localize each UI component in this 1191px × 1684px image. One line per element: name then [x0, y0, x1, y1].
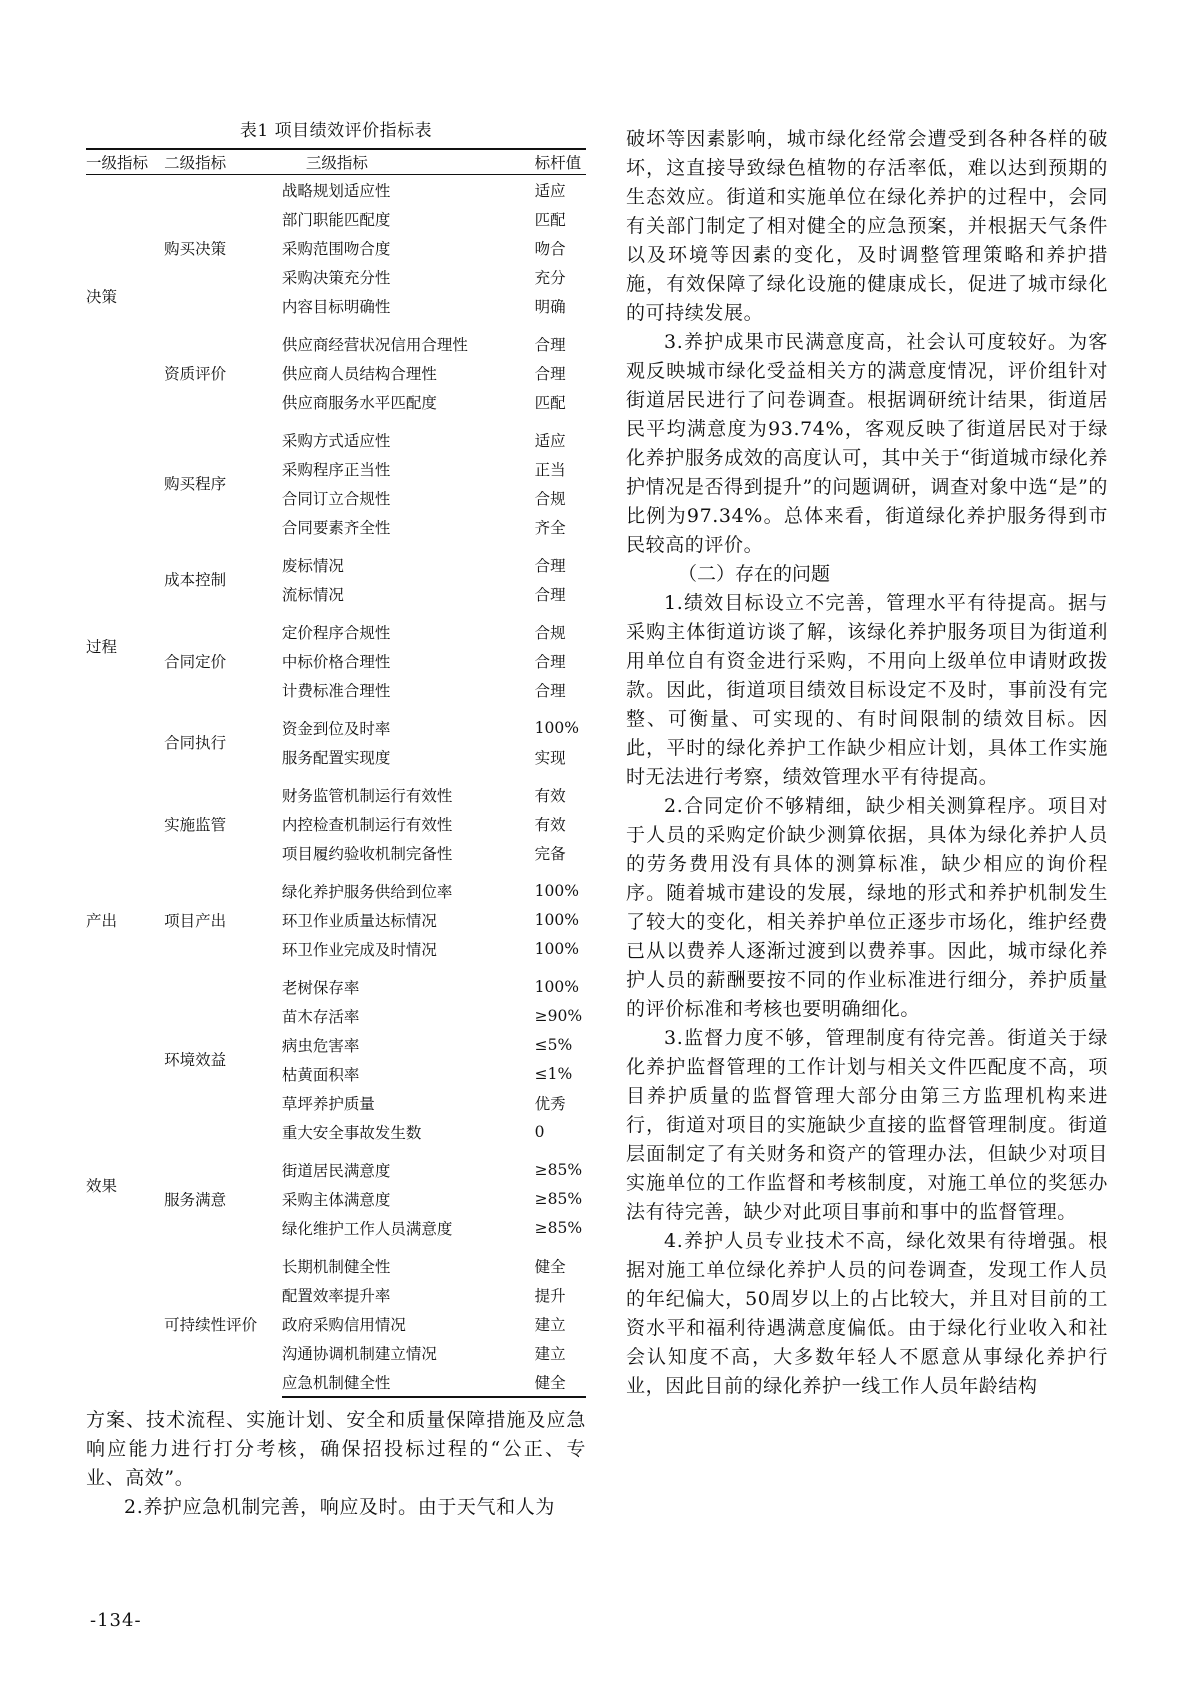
level3-indicator: 苗木存活率 [281, 1007, 360, 1026]
table-header-row [86, 149, 586, 175]
level1-indicator: 产出 [86, 911, 118, 930]
table-body [86, 175, 586, 1398]
level3-indicator: 废标情况 [281, 556, 344, 575]
level3-indicator: 供应商人员结构合理性 [281, 364, 437, 383]
level1-indicator: 效果 [86, 1176, 118, 1195]
benchmark-value: 适应 [534, 181, 566, 200]
level3-indicator: 环卫作业质量达标情况 [281, 911, 437, 930]
level3-indicator: 枯黄面积率 [281, 1065, 360, 1084]
benchmark-value: 100% [534, 910, 579, 929]
level3-indicator: 合同订立合规性 [281, 489, 391, 508]
level3-indicator: 供应商服务水平匹配度 [281, 393, 437, 412]
benchmark-value: 100% [534, 881, 579, 900]
level3-indicator: 项目履约验收机制完备性 [281, 844, 453, 863]
level3-indicator: 战略规划适应性 [281, 181, 391, 200]
benchmark-value: 建立 [534, 1315, 566, 1334]
left-body-text [86, 1406, 586, 1522]
level3-indicator: 环卫作业完成及时情况 [281, 940, 437, 959]
benchmark-value: 完备 [534, 844, 566, 863]
benchmark-value: ≥85% [534, 1189, 583, 1208]
benchmark-value: 合理 [534, 364, 566, 383]
level2-indicator: 成本控制 [164, 571, 227, 589]
benchmark-value: ≥90% [534, 1006, 583, 1025]
level3-indicator: 重大安全事故发生数 [281, 1123, 422, 1142]
level3-indicator: 中标价格合理性 [281, 652, 391, 671]
benchmark-value: 实现 [534, 748, 566, 767]
table-row [86, 416, 586, 454]
paragraph: 3.养护成果市民满意度高，社会认可度较好。为客观反映城市绿化受益相关方的满意度情况，评价组针对街道居民进行了问卷调查。根据调研统计结果，街道居民平均满意度为93.74%，客观反映了街道居民对于绿化养护服务成效的高度认可，其中关于“街道城市绿化养护情况是否得到提升”的问题调研，调查对象中选“是”的比例为97.34%。总体来看，街道绿化养护服务得到市民较高的评价。 [626, 331, 1108, 556]
page-number: -134- [90, 1610, 142, 1631]
benchmark-value: 100% [534, 939, 579, 958]
benchmark-value: 正当 [534, 460, 566, 479]
benchmark-value: 齐全 [534, 518, 566, 537]
benchmark-value: 充分 [534, 268, 566, 287]
level3-indicator: 内控检查机制运行有效性 [281, 815, 453, 834]
level3-indicator: 采购决策充分性 [281, 268, 391, 287]
level3-indicator: 配置效率提升率 [281, 1286, 391, 1305]
level3-indicator: 老树保存率 [281, 978, 360, 997]
benchmark-value: 优秀 [534, 1094, 566, 1113]
level3-indicator: 合同要素齐全性 [281, 518, 391, 537]
level3-indicator: 部门职能匹配度 [281, 210, 391, 229]
level1-indicator: 决策 [86, 287, 118, 306]
level3-indicator: 计费标准合理性 [281, 681, 391, 700]
level1-indicator: 过程 [86, 638, 118, 656]
level3-indicator: 采购范围吻合度 [281, 239, 391, 258]
header-level2: 二级指标 [164, 149, 282, 175]
level3-indicator: 内容目标明确性 [281, 297, 391, 316]
performance-indicator-table [86, 148, 586, 1398]
benchmark-value: 健全 [535, 1367, 586, 1397]
level3-indicator: 绿化维护工作人员满意度 [281, 1219, 453, 1238]
benchmark-value: 吻合 [534, 239, 566, 258]
right-column [626, 125, 1108, 1401]
benchmark-value: ≥85% [534, 1160, 583, 1179]
header-level1: 一级指标 [86, 149, 164, 175]
benchmark-value: 适应 [534, 431, 566, 450]
benchmark-value: 明确 [534, 297, 566, 316]
level3-indicator: 服务配置实现度 [281, 748, 391, 767]
benchmark-value: 合理 [534, 652, 566, 671]
section-heading: （二）存在的问题 [678, 563, 831, 585]
benchmark-value: ≤1% [534, 1064, 573, 1083]
benchmark-value: 合理 [534, 681, 566, 700]
level2-indicator: 实施监管 [164, 815, 227, 834]
paragraph: 1.绩效目标设立不完善，管理水平有待提高。据与采购主体街道访谈了解，该绿化养护服务项目为街道利用单位自有资金进行采购，不用向上级单位申请财政拨款。因此，街道项目绩效目标设定不及时，事前没有完整、可衡量、可实现的、有时间限制的绩效目标。因此，平时的绿化养护工作缺少相应计划，具体工作实施时无法进行考察，绩效管理水平有待提高。 [626, 592, 1108, 788]
benchmark-value: 合规 [534, 489, 566, 508]
table-row [86, 867, 586, 905]
header-benchmark: 标杆值 [535, 149, 586, 175]
benchmark-value: 0 [534, 1122, 545, 1141]
paragraph: 2.养护应急机制完善，响应及时。由于天气和人为 [124, 1496, 555, 1518]
level3-indicator: 采购主体满意度 [281, 1190, 391, 1209]
table-row [86, 963, 586, 1001]
level3-indicator: 定价程序合规性 [281, 623, 391, 642]
level3-indicator: 采购方式适应性 [281, 431, 391, 450]
benchmark-value: 健全 [534, 1257, 566, 1276]
paragraph: 2.合同定价不够精细，缺少相关测算程序。项目对于人员的采购定价缺少测算依据，具体为绿化养护人员的劳务费用没有具体的测算标准，缺少相应的询价程序。随着城市建设的发展，绿地的形式和养护机制发生了较大的变化，相关养护单位正逐步市场化，维护经费已从以费养人逐渐过渡到以费养事。因此，城市绿化养护人员的薪酬要按不同的作业标准进行细分，养护质量的评价标准和考核也要明确细化。 [626, 795, 1108, 1020]
benchmark-value: 100% [534, 977, 579, 996]
benchmark-value: ≥85% [534, 1218, 583, 1237]
level3-indicator: 长期机制健全性 [281, 1257, 391, 1276]
paragraph: 3.监督力度不够，管理制度有待完善。街道关于绿化养护监督管理的工作计划与相关文件匹配度不高，项目养护质量的监督管理大部分由第三方监理机构来进行，街道对项目的实施缺少直接的监督管理制度。街道层面制定了有关财务和资产的管理办法，但缺少对项目实施单位的工作监督和考核制度，对施工单位的奖惩办法有待完善，缺少对此项目事前和事中的监督管理。 [626, 1027, 1108, 1223]
header-level3: 三级指标 [282, 149, 535, 175]
benchmark-value: 合理 [534, 556, 566, 575]
benchmark-value: 提升 [534, 1286, 566, 1305]
benchmark-value: ≤5% [534, 1035, 573, 1054]
benchmark-value: 合理 [534, 335, 566, 354]
level3-indicator: 流标情况 [281, 585, 344, 604]
level2-indicator: 购买程序 [164, 475, 227, 493]
level3-indicator: 资金到位及时率 [281, 719, 391, 738]
benchmark-value: 100% [534, 718, 579, 737]
level2-indicator: 环境效益 [164, 1051, 227, 1069]
table-caption: 表1 项目绩效评价指标表 [239, 121, 433, 141]
benchmark-value: 有效 [534, 815, 566, 834]
left-column [86, 120, 586, 1522]
level2-indicator: 资质评价 [164, 364, 227, 383]
level3-indicator: 沟通协调机制建立情况 [281, 1344, 437, 1363]
level3-indicator: 财务监管机制运行有效性 [281, 786, 453, 805]
level3-indicator: 街道居民满意度 [281, 1161, 391, 1180]
benchmark-value: 合规 [534, 623, 566, 642]
level3-indicator: 绿化养护服务供给到位率 [281, 882, 453, 901]
level3-indicator: 草坪养护质量 [281, 1094, 375, 1113]
benchmark-value: 匹配 [534, 393, 566, 412]
level2-indicator: 合同定价 [164, 652, 227, 671]
paragraph: 4.养护人员专业技术不高，绿化效果有待增强。根据对施工单位绿化养护人员的问卷调查，发现工作人员的年纪偏大，50周岁以上的占比较大，并且对目前的工资水平和福利待遇满意度偏低。由于绿化行业收入和社会认知度不高，大多数年轻人不愿意从事绿化养护行业，因此目前的绿化养护一线工作人员年龄结构 [626, 1230, 1108, 1397]
level2-indicator: 服务满意 [164, 1190, 227, 1209]
level2-indicator: 可持续性评价 [164, 1316, 258, 1334]
benchmark-value: 合理 [534, 585, 566, 604]
benchmark-value: 有效 [534, 786, 566, 805]
level3-indicator: 采购程序正当性 [281, 460, 391, 479]
table-row [86, 175, 586, 205]
level2-indicator: 合同执行 [164, 734, 227, 752]
level2-indicator: 购买决策 [164, 239, 227, 258]
level3-indicator: 政府采购信用情况 [281, 1315, 406, 1334]
level3-indicator: 应急机制健全性 [282, 1367, 535, 1397]
benchmark-value: 匹配 [534, 210, 566, 229]
level3-indicator: 供应商经营状况信用合理性 [281, 335, 468, 354]
level3-indicator: 病虫危害率 [281, 1036, 360, 1055]
benchmark-value: 建立 [534, 1344, 566, 1363]
paragraph: 破坏等因素影响，城市绿化经常会遭受到各种各样的破坏，这直接导致绿色植物的存活率低，难以达到预期的生态效应。街道和实施单位在绿化养护的过程中，会同有关部门制定了相对健全的应急预案，并根据天气条件以及环境等因素的变化，及时调整管理策略和养护措施，有效保障了绿化设施的健康成长，促进了城市绿化的可持续发展。 [626, 128, 1108, 324]
level2-indicator: 项目产出 [164, 911, 227, 930]
paragraph: 方案、技术流程、实施计划、安全和质量保障措施及应急响应能力进行打分考核，确保招投标过程的“公正、专业、高效”。 [86, 1409, 586, 1489]
